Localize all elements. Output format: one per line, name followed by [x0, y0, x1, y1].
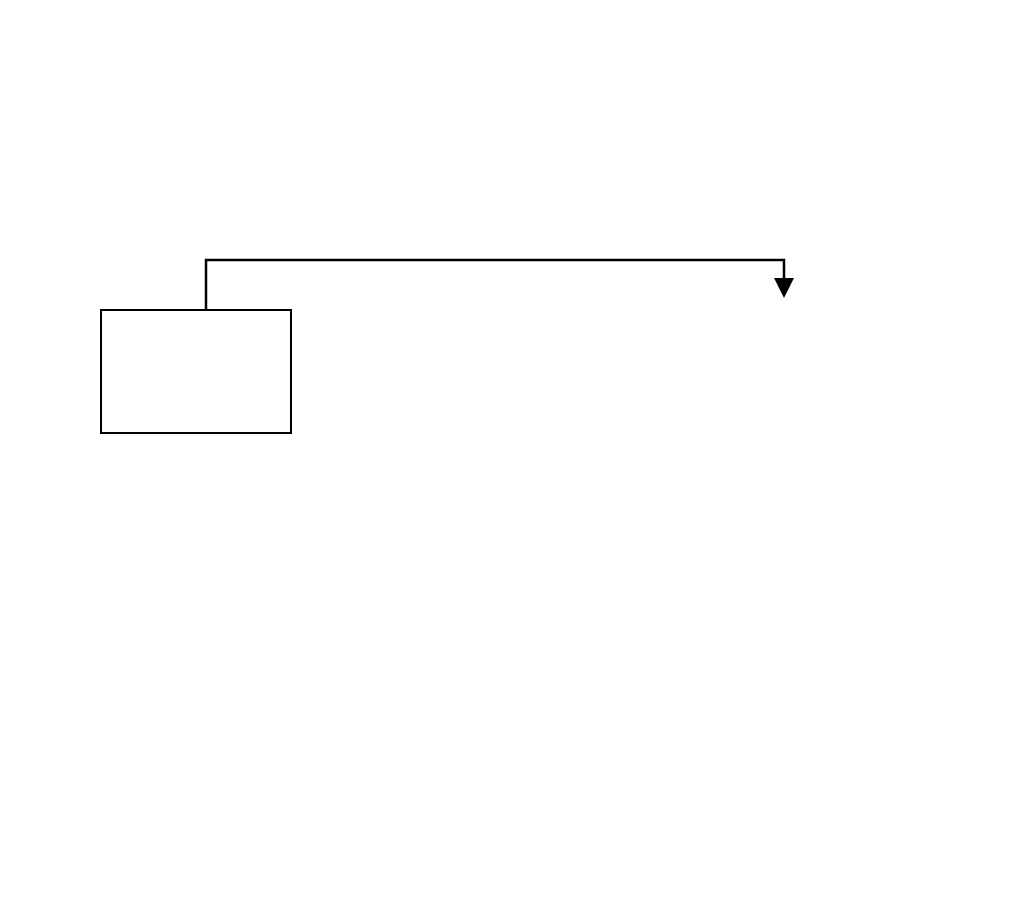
slab-descriptor-box — [101, 310, 291, 433]
free-pointer-arrow-head — [774, 278, 794, 298]
free-pointer-arrow-line — [206, 260, 784, 310]
